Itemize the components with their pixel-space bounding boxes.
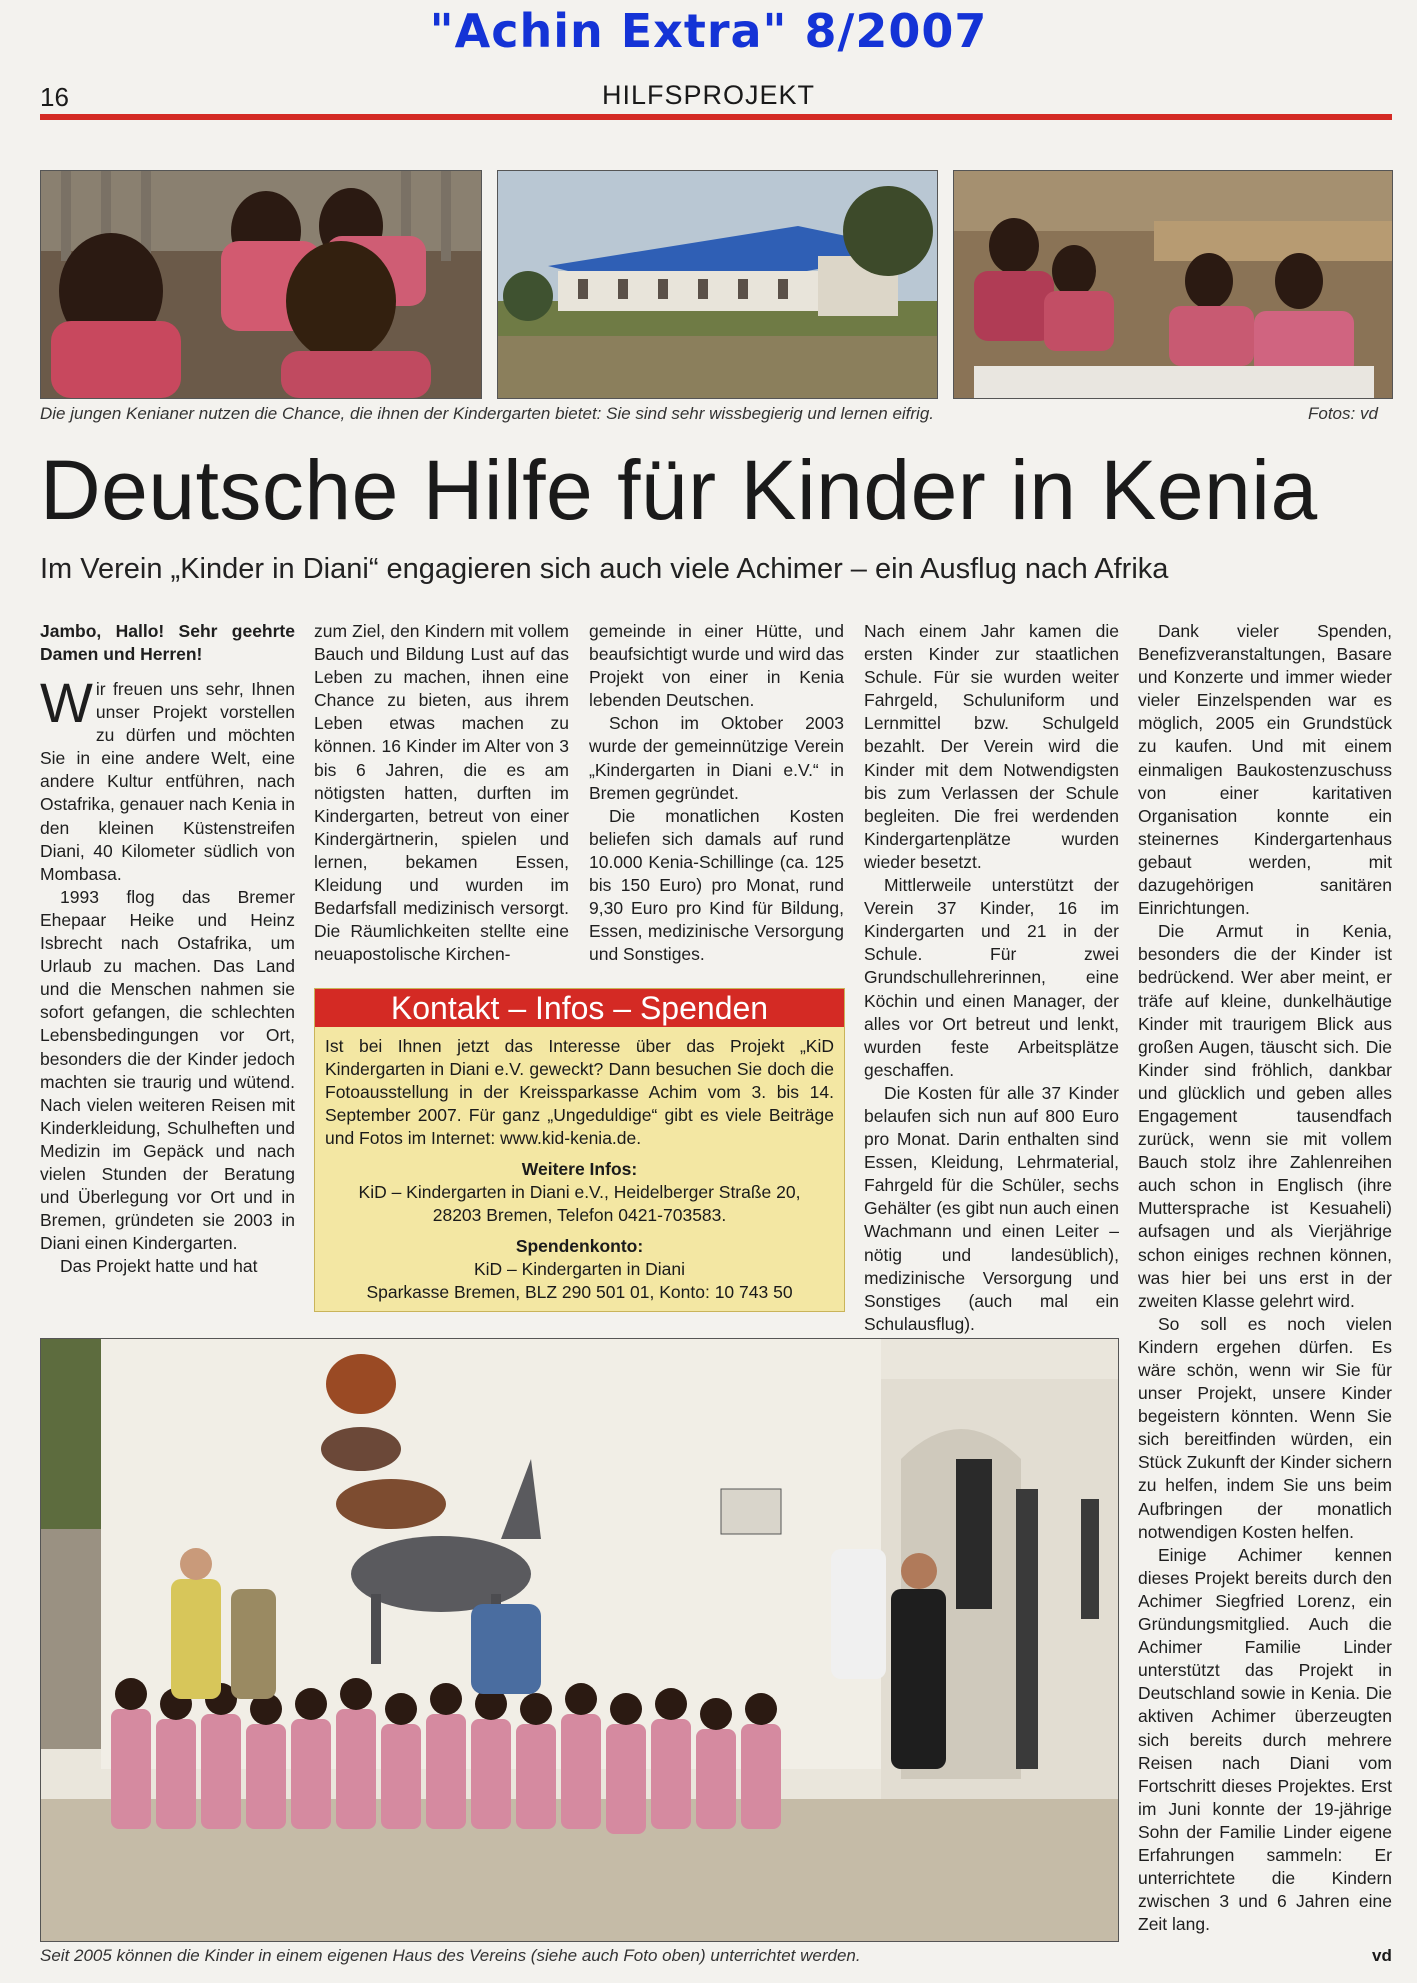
info-box-more-heading: Weitere Infos: <box>521 1159 638 1179</box>
info-box-account-details: Sparkasse Bremen, BLZ 290 501 01, Konto: 10 743 50 <box>366 1282 793 1302</box>
article-paragraph: Das Projekt hatte und hat <box>60 1256 258 1277</box>
publication-title: "Achin Extra" 8/2007 <box>429 4 988 58</box>
article-paragraph: Einige Achimer kennen dieses Projekt bereits durch den Achimer Siegfried Lorenz, ein Gründungsmitglied. Auch die Achimer Familie Linder unterstützt das Projekt in Deutschland sowie in Kenia. Die aktiven Achimer überzeugten sich bereits durch mehrere Reisen nach Diani vom Fortschritt dieses Projektes. Erst im Juni konnte der 19-jährige Sohn der Familie Linder eigene Erfahrungen sammeln: Er unterrichtete die Kindern zwischen 3 und 6 Jahren eine Zeit lang. <box>1138 1544 1392 1935</box>
headline: Deutsche Hilfe für Kinder in Kenia <box>40 443 1318 537</box>
article-paragraph: So soll es noch vielen Kindern ergehen dürfen. Es wäre schön, wenn wir Sie für unser Projekt, unsere Kinder begeistern könnten. Wenn Sie sich bereitfinden würden, ein Stück Zukunft der Kinder sichern zu helfen, indem Sie uns beim Aufbringen der monatlich notwendigen Kosten helfen. <box>1138 1313 1392 1542</box>
article-paragraph: Schon im Oktober 2003 wurde der gemeinnützige Verein „Kindergarten in Diani e.V.“ in Bremen gegründet. <box>589 713 844 803</box>
article-column-2 <box>314 620 569 966</box>
photo-kindergarten-building <box>497 170 938 399</box>
article-paragraph: Nach einem Jahr kamen die ersten Kinder zur staatlichen Schule. Für sie wurden weiter Fahrgeld, Schuluniform und Lernmittel bzw. Schulgeld bezahlt. Der Verein wird die Kinder mit dem Notwendigsten bis zum Verlassen der Schule begleiten. Die frei werdenden Kindergartenplätze wurden wieder besetzt. <box>864 621 1119 872</box>
page-number: 16 <box>40 82 69 112</box>
article-paragraph <box>40 671 295 886</box>
info-box-account-heading: Spendenkonto: <box>515 1236 644 1256</box>
group-photo-image <box>41 1339 1118 1941</box>
info-box-phone-line: 28203 Bremen, Telefon 0421-703583. <box>432 1205 727 1225</box>
photo-children-top-left <box>40 170 482 399</box>
article-greeting: Jambo, Hallo! Sehr geehrte Damen und Herren! <box>40 621 295 664</box>
article-column-3 <box>589 620 844 966</box>
info-box-address-line: KiD – Kindergarten in Diani e.V., Heidelberger Straße 20, <box>358 1182 801 1202</box>
author-signature: vd <box>1372 1946 1392 1965</box>
section-title: HILFSPROJEKT <box>601 80 816 110</box>
info-box-account-name: KiD – Kindergarten in Diani <box>473 1259 686 1279</box>
header-rule <box>40 114 1392 120</box>
article-paragraph: Die Kosten für alle 37 Kinder belaufen sich nun auf 800 Euro pro Monat. Darin enthalten sind Essen, Kleidung, Lehrmaterial, Fahrgeld für die Schüler, sechs Gehälter (es gibt nun auch einen Wachmann und einen Leiter – nötig und landesüblich), medizinische Versorgung und Sonstiges (auch mal ein Schulausflug). <box>864 1082 1119 1334</box>
photo-group-in-front-of-house <box>40 1338 1119 1942</box>
info-box-title: Kontakt – Infos – Spenden <box>315 989 844 1027</box>
article-column-1 <box>40 620 295 1278</box>
photo-caption-bottom: Seit 2005 können die Kinder in einem eigenen Haus des Vereins (siehe auch Foto oben) unterrichtet werden. <box>40 1946 861 1965</box>
building-photo-image <box>498 171 937 398</box>
article-paragraph: Die Armut in Kenia, besonders die der Kinder ist bedrückend. Wer aber meint, er träfe auf kleine, dunkelhäutige Kinder mit traurigem Blick aus großen Augen, täuscht sich. Die Kinder sind fröhlich, dankbar und glücklich und geben alles Engagement tausendfach zurück, wenn sie mit vollem Bauch stolz ihre Zahlenreihen auch schon in Englisch (ihre Muttersprache ist Kesuaheli) aufsagen und als Vierjährige schon einiges rechnen können, was hier bei uns erst in der zweiten Klasse gelehrt wird. <box>1138 921 1392 1311</box>
children-photo-image <box>41 171 481 398</box>
article-paragraph: 1993 flog das Bremer Ehepaar Heike und Heinz Isbrecht nach Ostafrika, um Urlaub zu machen. Das Land und die Menschen nahmen sie sofort gefangen, die schlechten Lebensbedingungen vor Ort, besonders die der Kinder jedoch machten sie traurig und wütend. Nach vielen weiteren Reisen mit Kinderkleidung, Schulheften und Medizin im Gepäck und nach vielen Stunden der Beratung und Überlegung vor Ort und in Bremen, gründeten sie 2003 in Diani einen Kindergarten. <box>40 886 295 1254</box>
article-paragraph: Dank vieler Spenden, Benefizveranstaltungen, Basare und Konzerte und immer wieder vieler Einzelspenden war es möglich, 2005 ein Grundstück zu kaufen. Und mit einem einmaligen Baukostenzuschuss von einer karitativen Organisation konnte ein steinernes Kindergartenhaus gebaut werden, mit dazugehörigen sanitären Einrichtungen. <box>1138 621 1392 919</box>
photo-caption-top: Die jungen Kenianer nutzen die Chance, die ihnen der Kindergarten bietet: Sie sind sehr wissbegierig und lernen eifrig. <box>40 404 935 423</box>
info-box-text <box>315 1027 844 1304</box>
photo-credit: Fotos: vd <box>1308 404 1378 423</box>
learning-photo-image <box>954 171 1392 398</box>
article-paragraph: Die monatlichen Kosten beliefen sich damals auf rund 10.000 Kenia-Schillinge (ca. 125 bis 150 Euro) pro Monat, rund 9,30 Euro pro Kind für Bildung, Essen, medizinische Versorgung und Sonstiges. <box>589 805 844 965</box>
article-paragraph: zum Ziel, den Kindern mit vollem Bauch und Bildung Lust auf das Leben zu machen, ihnen eine Chance zu bieten, aus ihrem Leben etwas machen zu können. 16 Kinder im Alter von 3 bis 6 Jahren, die es am nötigsten hatten, durften im Kindergarten, betreut von einer Kindergärtnerin, spielen und lernen, bekamen Essen, Kleidung und wurden im Bedarfsfall medizinisch versorgt. Die Räumlichkeiten stellte eine neuapostolische Kirchen- <box>314 621 569 965</box>
article-paragraph-text: ir freuen uns sehr, Ihnen unser Projekt vorstellen zu dürfen und möchten Sie in eine andere Welt, eine andere Kultur entführen, nach Ostafrika, genauer nach Kenia in den kleinen Küstenstreifen Diani, 40 Kilometer südlich von Mombasa. <box>40 679 295 884</box>
article-column-5 <box>1138 620 1392 1936</box>
article-paragraph: gemeinde in einer Hütte, und beaufsichtigt wurde und wird das Projekt von einer in Kenia lebenden Deutschen. <box>589 621 844 711</box>
photo-children-learning <box>953 170 1393 399</box>
contact-info-box <box>314 988 845 1312</box>
drop-cap: W <box>40 671 93 734</box>
article-paragraph: Mittlerweile unterstützt der Verein 37 Kinder, 16 im Kindergarten und 21 in der Schule. Für zwei Grundschullehrerinnen, eine Köchin und einen Manager, der alles vor Ort betreut und lenkt, wurden feste Arbeitsplätze geschaffen. <box>864 875 1119 1080</box>
article-column-4 <box>864 620 1119 1336</box>
subheadline: Im Verein „Kinder in Diani“ engagieren sich auch viele Achimer – ein Ausflug nach Afrika <box>40 553 1169 585</box>
info-box-intro: Ist bei Ihnen jetzt das Interesse über das Projekt „KiD Kindergarten in Diani e.V. geweckt? Dann besuchen Sie doch die Fotoausstellung in der Kreissparkasse Achim vom 3. bis 14. September 2007. Für ganz „Ungeduldige“ gibt es viele Beiträge und Fotos im Internet: www.kid-kenia.de. <box>325 1036 834 1148</box>
